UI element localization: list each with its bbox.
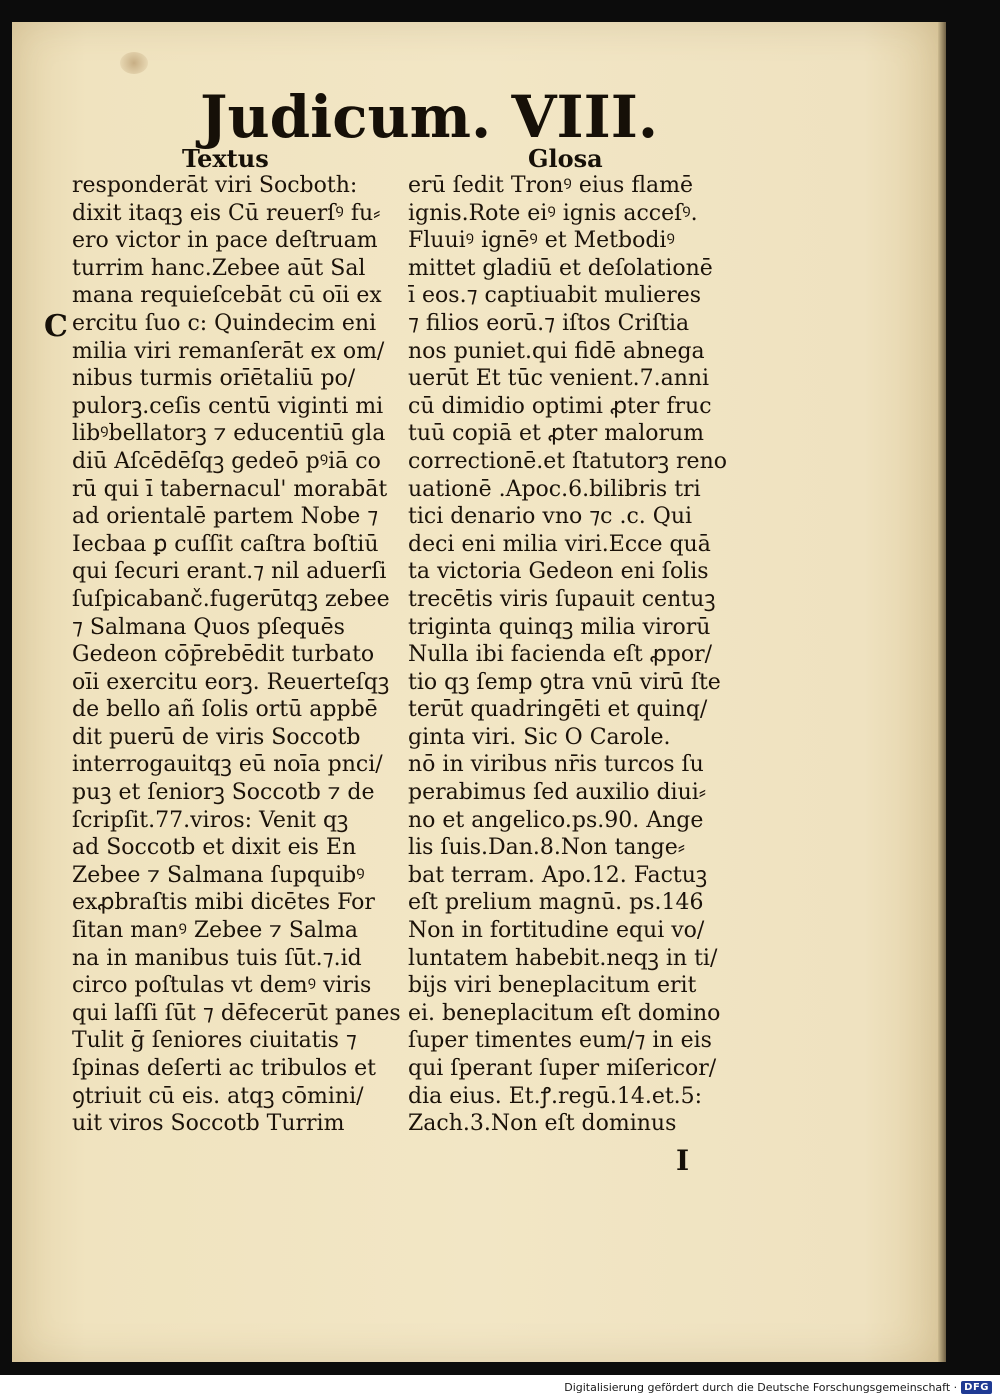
text-line: Zach.3.Non eſt dominus <box>408 1111 677 1137</box>
text-line: nos puniet.qui fidē abnega <box>408 338 705 364</box>
text-line: ⁊ filios eorū.⁊ iſtos Criſtia <box>408 310 690 336</box>
text-line: ſuper timentes eum/⁊ in eis <box>408 1028 712 1054</box>
text-line: ⁊ Salmana Quos pſequēs <box>72 614 345 640</box>
text-line: tici denario vno ⁊c .c. Qui <box>408 504 693 530</box>
text-line: Tulit ḡ ſeniores ciuitatis ⁊ <box>72 1028 357 1054</box>
text-line: ad orientalē partem Nobe ⁊ <box>72 504 379 530</box>
text-line: cū dimidio optimi ꝓter fruc <box>408 393 712 419</box>
text-line: rū qui ī tabernacul' morabāt <box>72 476 388 502</box>
text-line: diū Aſcēdēſqꝫ gedeō pꝰiā co <box>72 448 381 474</box>
paper-stain <box>120 52 148 74</box>
text-line: Fluuiꝰ ignēꝰ et Metbodiꝰ <box>408 228 675 254</box>
text-line: dia eius. Et.ꝭ.regū.14.et.5: <box>408 1083 703 1109</box>
text-line: Gedeon cōp̄rebēdit turbato <box>72 642 375 668</box>
text-line: dixit itaqꝫ eis Cū reuerſꝰ fu⸗ <box>72 200 381 226</box>
signature-mark: I <box>676 1144 690 1177</box>
text-line: ſitan manꝰ Zebee ⁊ Salma <box>72 918 359 944</box>
text-line: triginta quinqꝫ milia virorū <box>408 614 711 640</box>
text-line: ero victor in pace deſtruam <box>72 228 378 254</box>
text-line: eſt prelium magnū. ps.146 <box>408 890 704 916</box>
text-line: de bello añ ſolis ortū appbē <box>72 697 378 723</box>
text-line: interrogauitqꝫ eū noīa pnci/ <box>72 752 383 778</box>
text-line: tio qꝫ ſemp ꝯtra vnū virū ſte <box>408 669 721 695</box>
text-line: tuū copiā et ꝓter malorum <box>408 421 705 447</box>
text-line: perabimus ſed auxilio diui⸗ <box>408 780 707 806</box>
text-line: pulorꝫ.ceſis centū viginti mi <box>72 393 384 419</box>
footer-credit: Digitalisierung gefördert durch die Deutsche Forschungsgemeinschaft · <box>564 1381 958 1394</box>
text-line: exꝓbraſtis mibi dicētes For <box>72 890 375 916</box>
text-line: na in manibus tuis ſūt.⁊.id <box>72 945 362 971</box>
text-line: bijs viri beneplacitum erit <box>408 973 697 999</box>
text-line: luntatem habebit.neqꝫ in ti/ <box>408 945 718 971</box>
column-heading-textus: Textus <box>182 144 269 173</box>
text-line: nibus turmis orīētaliū po/ <box>72 366 356 392</box>
text-line: ad Soccotb et dixit eis En <box>72 835 357 861</box>
text-line: mittet gladiū et deſolationē <box>408 255 713 281</box>
text-line: puꝫ et ſeniorꝫ Soccotb ⁊ de <box>72 780 375 806</box>
text-line: ꝯtriuit cū eis. atqꝫ cōmini/ <box>72 1083 364 1109</box>
running-head: Judicum. VIII. <box>200 83 659 151</box>
text-line: ſuſpicabanč.fugerūtqꝫ zebee <box>72 586 390 612</box>
marginal-initial: C <box>44 309 68 344</box>
text-line: terūt quadringēti et quinq/ <box>408 697 708 723</box>
text-line: ta victoria Gedeon eni ſolis <box>408 559 709 585</box>
text-line: mana requieſcebāt cū oīi ex <box>72 283 382 309</box>
page-edge <box>938 22 946 1362</box>
text-line: uit viros Soccotb Turrim <box>72 1111 345 1137</box>
text-line: ginta viri. Sic O Carole. <box>408 724 671 750</box>
text-line: milia viri remanſerāt ex om/ <box>72 338 385 364</box>
text-line: oīi exercitu eorꝫ. Reuerteſqꝫ <box>72 669 390 695</box>
text-line: ei. beneplacitum eſt domino <box>408 1000 721 1026</box>
text-line: ercitu ſuo c: Quindecim eni <box>72 310 377 336</box>
text-line: uerūt Et tūc venient.7.anni <box>408 366 710 392</box>
text-line: no et angelico.ps.90. Ange <box>408 807 704 833</box>
text-line: lis ſuis.Dan.8.Non tange⸗ <box>408 835 686 861</box>
text-line: Non in fortitudine equi vo/ <box>408 918 705 944</box>
text-line: ſpinas deſerti ac tribulos et <box>72 1056 376 1081</box>
text-line: Iecbaa ꝑ cuſſit caſtra boſtiū <box>72 531 379 557</box>
text-line: erū ſedit Tronꝰ eius flamē <box>408 173 693 198</box>
text-line: ſcripſit.77.viros: Venit qꝫ <box>72 807 349 833</box>
text-column-glosa <box>408 172 748 1138</box>
text-line: uationē .Apoc.6.bilibris tri <box>408 476 701 502</box>
text-line: qui ſecuri erant.⁊ nil aduerſi <box>72 559 387 585</box>
text-line: circo poſtulas vt demꝰ viris <box>72 973 372 999</box>
text-line: bat terram. Apo.12. Factuꝫ <box>408 862 708 888</box>
column-heading-glosa: Glosa <box>528 144 603 173</box>
text-line: turrim hanc.Zebee aūt Sal <box>72 255 366 281</box>
text-line: ī eos.⁊ captiuabit mulieres <box>408 283 702 309</box>
footer <box>564 1381 992 1394</box>
text-line: libꝰbellatorꝫ ⁊ educentiū gla <box>72 421 386 447</box>
text-line: responderāt viri Socboth: <box>72 173 358 198</box>
text-line: qui laſſi ſūt ⁊ dēfecerūt panes <box>72 1000 401 1026</box>
text-line: nō in viribus nr̄is turcos ſu <box>408 752 704 778</box>
text-column-textus <box>72 172 412 1138</box>
text-line: Nulla ibi facienda eſt ꝓpor/ <box>408 642 713 668</box>
text-line: trecētis viris ſupauit centuꝫ <box>408 586 716 612</box>
dfg-logo: DFG <box>961 1381 992 1394</box>
text-line: deci eni milia viri.Ecce quā <box>408 531 711 557</box>
text-line: ignis.Rote eiꝰ ignis acceſꝰ. <box>408 200 698 226</box>
text-line: dit puerū de viris Soccotb <box>72 724 361 750</box>
text-line: correctionē.et ſtatutorꝫ reno <box>408 448 727 474</box>
text-line: qui ſperant ſuper miſericor/ <box>408 1056 717 1081</box>
text-line: Zebee ⁊ Salmana ſupquibꝰ <box>72 862 365 888</box>
